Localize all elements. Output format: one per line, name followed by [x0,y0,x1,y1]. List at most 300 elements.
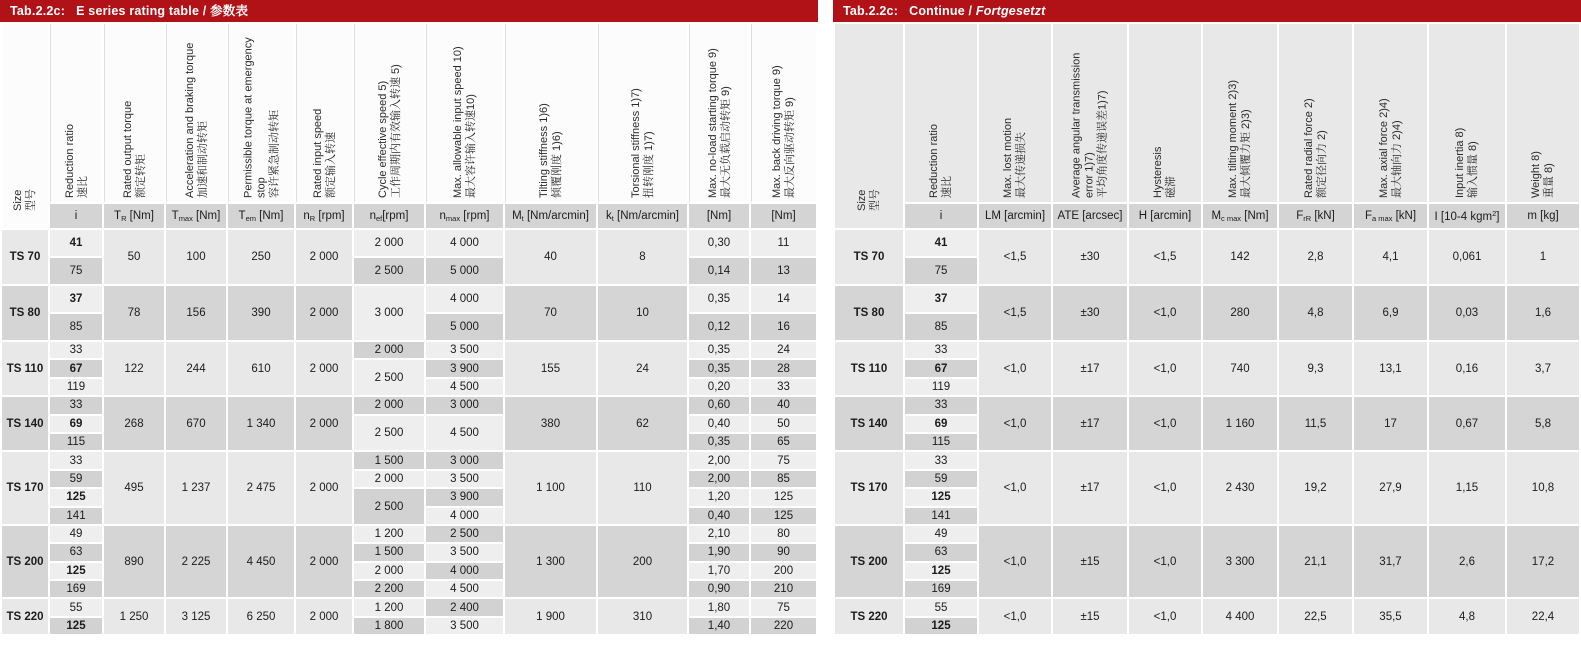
no-load-starting-torque-cell: 0,14 [689,258,749,284]
ratio-cell: 125 [905,563,977,579]
cycle-effective-speed-cell: 2 000 [354,230,424,256]
ratio-cell: 41 [905,230,977,256]
header-en: Reduction ratio [928,124,941,198]
header-zh: 额定输入转速 [324,132,337,198]
column-header [228,24,294,202]
accel-braking-torque-cell: 670 [166,397,226,450]
column-header-rotated-text [242,28,281,198]
cycle-effective-speed-cell: 2 500 [354,360,424,395]
column-header [1354,24,1427,202]
no-load-starting-torque-cell: 0,35 [689,434,749,450]
weight-cell: 1 [1507,230,1579,284]
column-header [1053,24,1127,202]
back-driving-torque-cell: 125 [751,508,816,524]
rated-input-speed-cell: 2 000 [296,526,352,598]
torsional-stiffness-cell: 310 [598,599,687,634]
header-en: Size [12,189,25,211]
radial-force-cell: 21,1 [1279,526,1352,598]
ratio-cell: 33 [905,397,977,413]
input-inertia-cell: 1,15 [1429,452,1505,524]
rated-output-torque-cell: 890 [104,526,164,598]
max-input-speed-cell: 2 500 [426,526,503,542]
cycle-effective-speed-cell: 1 500 [354,544,424,560]
right-title-text: Continue / [909,4,976,18]
back-driving-torque-cell: 14 [751,286,816,312]
accel-braking-torque-cell: 244 [166,342,226,395]
emergency-stop-torque-cell: 610 [228,342,294,395]
column-header-rotated-text [1071,28,1110,198]
column-header-rotated-text [1454,28,1480,198]
column-header-rotated-text [1152,28,1178,198]
ratio-cell: 169 [50,581,102,597]
no-load-starting-torque-cell: 0,30 [689,230,749,256]
column-header [296,24,352,202]
rated-input-speed-cell: 2 000 [296,230,352,284]
unit-cell: $k_t$ [Nm/arcmin] [598,204,687,228]
header-zh: 平均角度传递误差1)7) [1096,90,1109,198]
back-driving-torque-cell: 125 [751,489,816,505]
cycle-effective-speed-cell: 3 000 [354,286,424,340]
ratio-cell: 85 [50,314,102,340]
angular-transmission-error-cell: ±17 [1053,397,1127,450]
column-header [979,24,1051,202]
max-input-speed-cell: 5 000 [426,258,503,284]
tilting-stiffness-cell: 1 300 [505,526,596,598]
size-cell: TS 140 [2,397,48,450]
column-header-rotated-text [64,28,90,198]
no-load-starting-torque-cell: 1,90 [689,544,749,560]
column-header-rotated-text [1227,28,1253,198]
ratio-cell: 119 [905,379,977,395]
emergency-stop-torque-cell: 2 475 [228,452,294,524]
emergency-stop-torque-cell: 250 [228,230,294,284]
header-en: Tilting stiffness 1)6) [538,103,551,198]
angular-transmission-error-cell: ±15 [1053,599,1127,634]
angular-transmission-error-cell: ±17 [1053,452,1127,524]
size-cell: TS 170 [2,452,48,524]
lost-motion-cell: <1,0 [979,452,1051,524]
tilting-stiffness-cell: 40 [505,230,596,284]
column-header-rotated-text [707,28,733,198]
cycle-effective-speed-cell: 2 000 [354,397,424,413]
back-driving-torque-cell: 200 [751,563,816,579]
header-zh: 型号 [25,189,37,211]
input-inertia-cell: 4,8 [1429,599,1505,634]
header-en: Rated output torque [121,100,134,198]
cycle-effective-speed-cell: 2 000 [354,342,424,358]
ratio-cell: 125 [905,618,977,634]
size-cell: TS 80 [2,286,48,340]
accel-braking-torque-cell: 100 [166,230,226,284]
column-header [104,24,164,202]
right-rating-table [833,22,1581,636]
no-load-starting-torque-cell: 0,35 [689,360,749,376]
tilting-stiffness-cell: 1 900 [505,599,596,634]
size-cell: TS 110 [2,342,48,395]
header-en: Torsional stiffness 1)7) [630,88,643,198]
no-load-starting-torque-cell: 0,35 [689,286,749,312]
header-en: Rated radial force 2) [1302,98,1315,198]
size-cell: TS 70 [835,230,903,284]
right-rating-table-host [833,22,1581,636]
header-en: Average angular transmission error 1)7) [1070,52,1096,198]
no-load-starting-torque-cell: 2,10 [689,526,749,542]
lost-motion-cell: <1,5 [979,286,1051,340]
max-input-speed-cell: 3 500 [426,342,503,358]
axial-force-cell: 17 [1354,397,1427,450]
emergency-stop-torque-cell: 1 340 [228,397,294,450]
column-header [354,24,424,202]
weight-cell: 17,2 [1507,526,1579,598]
back-driving-torque-cell: 80 [751,526,816,542]
tilting-moment-cell: 740 [1203,342,1277,395]
accel-braking-torque-cell: 3 125 [166,599,226,634]
no-load-starting-torque-cell: 2,00 [689,471,749,487]
size-cell: TS 220 [2,599,48,634]
angular-transmission-error-cell: ±30 [1053,230,1127,284]
ratio-cell: 67 [50,360,102,376]
ratio-cell: 75 [50,258,102,284]
unit-cell: $M_{c max}$ [Nm] [1203,204,1277,228]
torsional-stiffness-cell: 62 [598,397,687,450]
ratio-cell: 63 [50,544,102,560]
max-input-speed-cell: 4 500 [426,416,503,451]
max-input-speed-cell: 3 900 [426,489,503,505]
header-en: Permissible torque at emergency stop [242,37,268,198]
max-input-speed-cell: 3 000 [426,397,503,413]
rated-output-torque-cell: 50 [104,230,164,284]
header-en: Size [856,189,869,211]
cycle-effective-speed-cell: 1 200 [354,526,424,542]
ratio-cell: 37 [50,286,102,312]
column-header [1279,24,1352,202]
unit-cell: $M_t$ [Nm/arcmin] [505,204,596,228]
cycle-effective-speed-cell: 1 800 [354,618,424,634]
input-inertia-cell: 0,16 [1429,342,1505,395]
ratio-cell: 115 [50,434,102,450]
column-header-size [2,24,48,228]
column-header [50,24,102,202]
max-input-speed-cell: 4 000 [426,508,503,524]
tilting-stiffness-cell: 1 100 [505,452,596,524]
ratio-cell: 49 [905,526,977,542]
no-load-starting-torque-cell: 0,60 [689,397,749,413]
torsional-stiffness-cell: 110 [598,452,687,524]
radial-force-cell: 19,2 [1279,452,1352,524]
no-load-starting-torque-cell: 1,70 [689,563,749,579]
right-table-panel [833,0,1581,636]
weight-cell: 1,6 [1507,286,1579,340]
column-header-rotated-text [630,28,656,198]
back-driving-torque-cell: 33 [751,379,816,395]
no-load-starting-torque-cell: 2,00 [689,452,749,468]
no-load-starting-torque-cell: 0,40 [689,416,749,432]
angular-transmission-error-cell: ±30 [1053,286,1127,340]
input-inertia-cell: 0,061 [1429,230,1505,284]
back-driving-torque-cell: 75 [751,599,816,615]
lost-motion-cell: <1,0 [979,526,1051,598]
max-input-speed-cell: 3 500 [426,471,503,487]
ratio-cell: 59 [50,471,102,487]
header-zh: 重量 8) [1543,163,1555,198]
back-driving-torque-cell: 75 [751,452,816,468]
hysteresis-cell: <1,0 [1129,599,1201,634]
max-input-speed-cell: 4 000 [426,286,503,312]
column-header [1203,24,1277,202]
ratio-cell: 33 [905,452,977,468]
ratio-cell: 55 [50,599,102,615]
ratio-cell: 125 [905,489,977,505]
unit-cell: $F_{rR}$ [kN] [1279,204,1352,228]
header-zh: 额定转矩 [134,154,147,198]
max-input-speed-cell: 4 500 [426,581,503,597]
ratio-cell: 69 [50,416,102,432]
back-driving-torque-cell: 11 [751,230,816,256]
header-zh: 最大容许输入转速10) [465,94,477,198]
tilting-stiffness-cell: 155 [505,342,596,395]
input-inertia-cell: 2,6 [1429,526,1505,598]
hysteresis-cell: <1,0 [1129,286,1201,340]
unit-cell: I [10-4 kgm$^2$] [1429,204,1505,228]
rated-output-torque-cell: 268 [104,397,164,450]
column-header-rotated-text [312,28,338,198]
weight-cell: 10,8 [1507,452,1579,524]
ratio-cell: 115 [905,434,977,450]
unit-cell: $n_{ef}[rpm]$ [354,204,424,228]
ratio-cell: 119 [50,379,102,395]
unit-cell: i [50,204,102,228]
torsional-stiffness-cell: 8 [598,230,687,284]
max-input-speed-cell: 2 400 [426,599,503,615]
max-input-speed-cell: 4 000 [426,563,503,579]
cycle-effective-speed-cell: 2 500 [354,416,424,451]
ratio-cell: 125 [50,489,102,505]
column-header-size [835,24,903,228]
unit-cell: LM [arcmin] [979,204,1051,228]
max-input-speed-cell: 3 500 [426,618,503,634]
cycle-effective-speed-cell: 2 500 [354,258,424,284]
ratio-cell: 67 [905,360,977,376]
column-header-rotated-text [771,28,797,198]
unit-cell: m [kg] [1507,204,1579,228]
column-header [505,24,596,202]
rated-output-torque-cell: 78 [104,286,164,340]
no-load-starting-torque-cell: 1,80 [689,599,749,615]
header-zh: 磁滞 [1165,176,1177,198]
ratio-cell: 125 [50,563,102,579]
accel-braking-torque-cell: 1 237 [166,452,226,524]
header-zh: 扭转刚度 1)7) [643,131,655,198]
header-en: Max. no-load starting torque 9) [706,48,719,198]
column-header-rotated-text [184,28,210,198]
ratio-cell: 169 [905,581,977,597]
size-cell: TS 80 [835,286,903,340]
rated-input-speed-cell: 2 000 [296,599,352,634]
cycle-effective-speed-cell: 2 000 [354,471,424,487]
unit-cell: [Nm] [689,204,749,228]
column-header-rotated-text [1530,28,1556,198]
tilting-stiffness-cell: 70 [505,286,596,340]
unit-cell: $F_{a max}$ [kN] [1354,204,1427,228]
column-header [1129,24,1201,202]
rated-input-speed-cell: 2 000 [296,286,352,340]
input-inertia-cell: 0,67 [1429,397,1505,450]
unit-cell: i [905,204,977,228]
column-header [1429,24,1505,202]
tilting-moment-cell: 1 160 [1203,397,1277,450]
max-input-speed-cell: 5 000 [426,314,503,340]
no-load-starting-torque-cell: 0,40 [689,508,749,524]
no-load-starting-torque-cell: 0,35 [689,342,749,358]
ratio-cell: 85 [905,314,977,340]
header-zh: 容许紧急制动转矩 [267,110,280,198]
left-rating-table-host [0,22,818,636]
tilting-moment-cell: 280 [1203,286,1277,340]
column-header-rotated-text [1303,28,1329,198]
accel-braking-torque-cell: 156 [166,286,226,340]
hysteresis-cell: <1,0 [1129,526,1201,598]
back-driving-torque-cell: 40 [751,397,816,413]
ratio-cell: 63 [905,544,977,560]
ratio-cell: 49 [50,526,102,542]
column-header-rotated-text [377,28,403,198]
no-load-starting-torque-cell: 0,12 [689,314,749,340]
axial-force-cell: 13,1 [1354,342,1427,395]
column-header-rotated-text [12,41,38,211]
header-zh: 速比 [76,176,89,198]
right-table-title [833,0,1581,22]
cycle-effective-speed-cell: 1 200 [354,599,424,615]
column-header-rotated-text [122,28,148,198]
max-input-speed-cell: 4 000 [426,230,503,256]
column-header [905,24,977,202]
cycle-effective-speed-cell: 2 500 [354,489,424,524]
ratio-cell: 75 [905,258,977,284]
ratio-cell: 33 [50,452,102,468]
ratio-cell: 33 [50,397,102,413]
lost-motion-cell: <1,0 [979,397,1051,450]
header-en: Weight 8) [1530,151,1543,198]
back-driving-torque-cell: 65 [751,434,816,450]
emergency-stop-torque-cell: 6 250 [228,599,294,634]
ratio-cell: 141 [905,508,977,524]
unit-cell: $T_{max}$ [Nm] [166,204,226,228]
header-en: Acceleration and braking torque [183,42,196,198]
hysteresis-cell: <1,0 [1129,397,1201,450]
header-en: Max. axial force 2)4) [1377,98,1390,198]
max-input-speed-cell: 4 500 [426,379,503,395]
header-en: Max. back driving torque 9) [771,65,784,198]
column-header-rotated-text [1378,28,1404,198]
rated-input-speed-cell: 2 000 [296,397,352,450]
tilting-moment-cell: 4 400 [1203,599,1277,634]
back-driving-torque-cell: 210 [751,581,816,597]
column-header-rotated-text [928,28,954,198]
axial-force-cell: 6,9 [1354,286,1427,340]
header-zh: 额定径向力 2) [1315,130,1328,198]
column-header-rotated-text [538,28,564,198]
lost-motion-cell: <1,0 [979,599,1051,634]
tilting-moment-cell: 2 430 [1203,452,1277,524]
header-en: Rated input speed [311,108,324,198]
header-zh: 速比 [941,176,953,198]
emergency-stop-torque-cell: 390 [228,286,294,340]
header-zh: 加速和制动转矩 [196,121,209,198]
unit-cell: H [arcmin] [1129,204,1201,228]
header-en: Cycle effective speed 5) [376,80,389,198]
lost-motion-cell: <1,5 [979,230,1051,284]
torsional-stiffness-cell: 24 [598,342,687,395]
column-header-rotated-text [1002,28,1028,198]
left-rating-table [0,22,818,636]
back-driving-torque-cell: 220 [751,618,816,634]
no-load-starting-torque-cell: 0,20 [689,379,749,395]
no-load-starting-torque-cell: 1,20 [689,489,749,505]
size-cell: TS 200 [2,526,48,598]
header-en: Reduction ratio [63,124,76,198]
max-input-speed-cell: 3 500 [426,544,503,560]
rated-input-speed-cell: 2 000 [296,342,352,395]
ratio-cell: 37 [905,286,977,312]
header-zh: 工作周期内有效输入转速 5) [389,64,402,198]
angular-transmission-error-cell: ±15 [1053,526,1127,598]
size-cell: TS 140 [835,397,903,450]
rated-output-torque-cell: 495 [104,452,164,524]
lost-motion-cell: <1,0 [979,342,1051,395]
torsional-stiffness-cell: 10 [598,286,687,340]
column-header-rotated-text [856,41,882,211]
axial-force-cell: 27,9 [1354,452,1427,524]
cycle-effective-speed-cell: 2 000 [354,563,424,579]
size-cell: TS 200 [835,526,903,598]
cycle-effective-speed-cell: 1 500 [354,452,424,468]
column-header [166,24,226,202]
ratio-cell: 59 [905,471,977,487]
no-load-starting-torque-cell: 0,90 [689,581,749,597]
torsional-stiffness-cell: 200 [598,526,687,598]
column-header [598,24,687,202]
radial-force-cell: 2,8 [1279,230,1352,284]
ratio-cell: 69 [905,416,977,432]
unit-cell: $T_R$ [Nm] [104,204,164,228]
ratio-cell: 55 [905,599,977,615]
weight-cell: 22,4 [1507,599,1579,634]
right-title-italic: Fortgesetzt [975,4,1046,18]
ratio-cell: 41 [50,230,102,256]
header-zh: 型号 [869,189,881,211]
left-table-title [0,0,818,22]
tilting-stiffness-cell: 380 [505,397,596,450]
header-en: Max. tilting moment 2)3) [1227,80,1240,198]
header-en: Max. lost motion [1002,117,1015,198]
size-cell: TS 70 [2,230,48,284]
unit-cell: $n_{max}$ [rpm] [426,204,503,228]
size-cell: TS 220 [835,599,903,634]
ratio-cell: 141 [50,508,102,524]
radial-force-cell: 4,8 [1279,286,1352,340]
column-header [1507,24,1579,202]
left-title-prefix: Tab.2.2c: [10,4,66,18]
back-driving-torque-cell: 13 [751,258,816,284]
unit-cell: ATE [arcsec] [1053,204,1127,228]
weight-cell: 3,7 [1507,342,1579,395]
ratio-cell: 33 [50,342,102,358]
back-driving-torque-cell: 85 [751,471,816,487]
column-header [751,24,816,202]
size-cell: TS 110 [835,342,903,395]
axial-force-cell: 35,5 [1354,599,1427,634]
header-zh: 输入惯量 8) [1467,141,1479,198]
